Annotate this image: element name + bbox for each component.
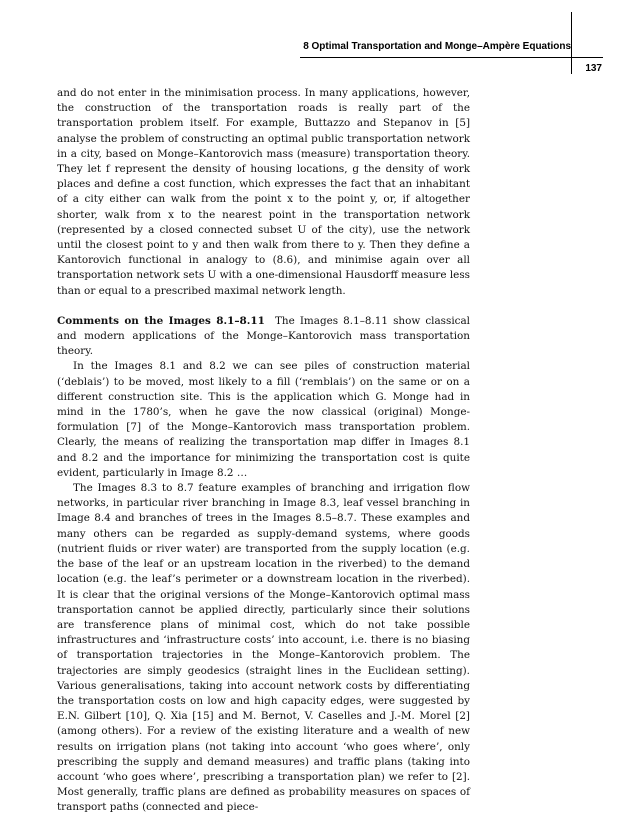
paragraph-construction: In the Images 8.1 and 8.2 we can see piles of construction material (‘deblais’) to be moved, most likely to a fill (‘remblais’) on the same or on a different construction site. This is the application which G. Monge had in mind in the 1780’s, when he gave the now classical (original) Monge-formulation [7] of the Monge–Kantorovich mass transportation problem. Clearly, the means of realizing the transportation map differ in Images 8.1 and 8.2 and the importance for minimizing the transportation cost is quite evident, particularly in Image 8.2 … bbox=[57, 360, 470, 479]
body-text bbox=[57, 86, 470, 816]
paragraph-comments bbox=[57, 314, 470, 360]
paragraph-branching: The Images 8.3 to 8.7 feature examples of branching and irrigation flow networks, in particular river branching in Image 8.3, leaf vessel branching in Image 8.4 and branches of trees in the Images 8.5–8.7. These examples and many others can be regarded as supply-demand systems, where goods (nutrient fluids or river water) are transported from the supply location (e.g. the base of the leaf or an upstream location in the riverbed) to the demand location (e.g. the leaf’s perimeter or a downstream location in the riverbed). It is clear that the original versions of the Monge–Kantorovich optimal mass transportation cannot be applied directly, particularly since their solutions are transference plans of minimal cost, which do not take possible infrastructures and ‘infrastructure costs’ into account, i.e. there is no biasing of transportation trajectories in the Monge–Kantorovich problem. The trajectories are simply geodesics (straight lines in the Euclidean setting). Various generalisations, taking into account network costs by differentiating the transportation costs on low and high capacity edges, were suggested by E.N. Gilbert [10], Q. Xia [15] and M. Bernot, V. Caselles and J.-M. Morel [2] (among others). For a review of the existing literature and a wealth of new results on irrigation plans (not taking into account ‘who goes where’, only prescribing the supply and demand measures) and traffic plans (taking into account ‘who goes where’, prescribing a transportation plan) we refer to [2]. Most generally, traffic plans are defined as probability measures on spaces of transport paths (connected and piece- bbox=[57, 482, 470, 814]
comments-heading: Comments on the Images 8.1–8.11 bbox=[57, 314, 265, 327]
comments-text: The Images 8.1–8.11 show classical and modern applications of the Monge–Kantorovich mass transportation theory. bbox=[57, 314, 470, 358]
paragraph-intro: and do not enter in the minimisation process. In many applications, however, the construction of the transportation roads is really part of the transportation problem itself. For example, Buttazzo and Stepanov in [5] analyse the problem of constructing an optimal public transportation network in a city, based on Monge–Kantorovich mass (measure) transportation theory. They let f represent the density of housing locations, g the density of work places and define a cost function, which expresses the fact that an inhabitant of a city either can walk from the point x to the point y, or, if altogether shorter, walk from x to the nearest point in the transportation network (represented by a closed connected subset U of the city), use the network until the closest point to y and then walk from there to y. Then they define a Kantorovich functional in analogy to (8.6), and minimise again over all transportation network sets U with a one-dimensional Hausdorff measure less than or equal to a prescribed maximal network length. bbox=[57, 87, 470, 297]
running-head: 8 Optimal Transportation and Monge–Ampère Equations bbox=[303, 41, 571, 52]
header-rule bbox=[300, 57, 603, 58]
page-number: 137 bbox=[585, 63, 602, 74]
margin-vertical-rule bbox=[571, 12, 572, 74]
